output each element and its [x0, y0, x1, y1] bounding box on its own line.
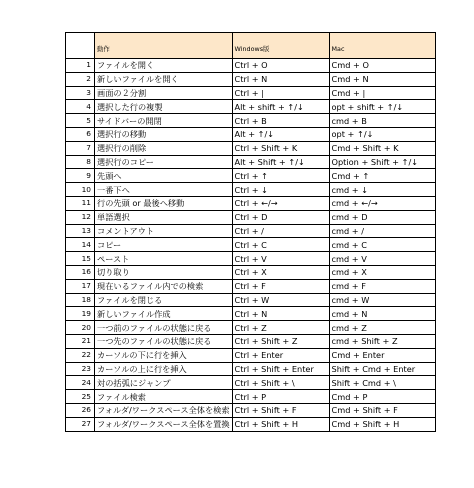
mac-shortcut-cell[interactable]: Cmd + Shift + F	[329, 403, 435, 417]
mac-shortcut-cell[interactable]: Cmd + ↑	[329, 169, 435, 183]
table-row	[66, 72, 436, 86]
windows-shortcut-cell[interactable]: Ctrl + W	[232, 293, 329, 307]
table-row	[66, 86, 436, 100]
action-cell[interactable]: 先頭へ	[95, 169, 233, 183]
row-index-cell[interactable]: 23	[66, 362, 95, 376]
action-cell[interactable]: ファイル検索	[95, 390, 233, 404]
table-row	[66, 265, 436, 279]
action-cell[interactable]: ペースト	[95, 252, 233, 266]
windows-shortcut-cell[interactable]: Alt + ↑/↓	[232, 127, 329, 141]
row-index-cell[interactable]: 24	[66, 376, 95, 390]
windows-shortcut-cell[interactable]: Ctrl + X	[232, 265, 329, 279]
header-cell-mac[interactable]: Mac	[329, 33, 435, 59]
action-cell[interactable]: 現在いるファイル内での検索	[95, 279, 233, 293]
mac-shortcut-cell[interactable]: opt + ↑/↓	[329, 127, 435, 141]
windows-shortcut-cell[interactable]: Ctrl + N	[232, 72, 329, 86]
row-index-cell[interactable]: 15	[66, 252, 95, 266]
table-row	[66, 390, 436, 404]
table-row	[66, 196, 436, 210]
mac-shortcut-cell[interactable]: Cmd + Enter	[329, 348, 435, 362]
mac-shortcut-cell[interactable]: Cmd + N	[329, 72, 435, 86]
windows-shortcut-cell[interactable]: Alt + shift + ↑/↓	[232, 100, 329, 114]
mac-shortcut-cell[interactable]: cmd + Shift + Z	[329, 334, 435, 348]
windows-shortcut-cell[interactable]: Ctrl + Z	[232, 321, 329, 335]
row-index-cell[interactable]: 3	[66, 86, 95, 100]
action-cell[interactable]: コメントアウト	[95, 224, 233, 238]
table-row	[66, 100, 436, 114]
action-cell[interactable]: ファイルを閉じる	[95, 293, 233, 307]
action-cell[interactable]: 選択行のコピー	[95, 155, 233, 169]
mac-shortcut-cell[interactable]: opt + shift + ↑/↓	[329, 100, 435, 114]
mac-shortcut-cell[interactable]: Cmd + P	[329, 390, 435, 404]
table-row	[66, 183, 436, 197]
row-index-cell[interactable]: 10	[66, 183, 95, 197]
table-row	[66, 348, 436, 362]
row-index-cell[interactable]: 4	[66, 100, 95, 114]
action-cell[interactable]: カーソルの下に行を挿入	[95, 348, 233, 362]
mac-shortcut-cell[interactable]: cmd + ↓	[329, 183, 435, 197]
action-cell[interactable]: 一つ先のファイルの状態に戻る	[95, 334, 233, 348]
action-cell[interactable]: 対の括弧にジャンプ	[95, 376, 233, 390]
action-cell[interactable]: 選択行の移動	[95, 127, 233, 141]
row-index-cell[interactable]: 25	[66, 390, 95, 404]
row-index-cell[interactable]: 27	[66, 417, 95, 431]
windows-shortcut-cell[interactable]: Ctrl + O	[232, 59, 329, 73]
table-row	[66, 293, 436, 307]
windows-shortcut-cell[interactable]: Ctrl + D	[232, 210, 329, 224]
row-index-cell[interactable]: 16	[66, 265, 95, 279]
header-cell-windows[interactable]: Windows版	[232, 33, 329, 59]
windows-shortcut-cell[interactable]: Ctrl + ↓	[232, 183, 329, 197]
row-index-cell[interactable]: 19	[66, 307, 95, 321]
action-cell[interactable]: カーソルの上に行を挿入	[95, 362, 233, 376]
mac-shortcut-cell[interactable]: Shift + Cmd + Enter	[329, 362, 435, 376]
action-cell[interactable]: ファイルを開く	[95, 59, 233, 73]
mac-shortcut-cell[interactable]: cmd + B	[329, 114, 435, 128]
mac-shortcut-cell[interactable]: Cmd + O	[329, 59, 435, 73]
action-cell[interactable]: 選択した行の複製	[95, 100, 233, 114]
windows-shortcut-cell[interactable]: Ctrl + V	[232, 252, 329, 266]
windows-shortcut-cell[interactable]: Ctrl + C	[232, 238, 329, 252]
row-index-cell[interactable]: 1	[66, 59, 95, 73]
action-cell[interactable]: 選択行の削除	[95, 141, 233, 155]
row-index-cell[interactable]: 13	[66, 224, 95, 238]
windows-shortcut-cell[interactable]: Ctrl + Shift + Enter	[232, 362, 329, 376]
mac-shortcut-cell[interactable]: Option + Shift + ↑/↓	[329, 155, 435, 169]
mac-shortcut-cell[interactable]: Cmd + Shift + K	[329, 141, 435, 155]
table-row	[66, 224, 436, 238]
row-index-cell[interactable]: 9	[66, 169, 95, 183]
row-index-cell[interactable]: 8	[66, 155, 95, 169]
table-row	[66, 127, 436, 141]
table-row	[66, 362, 436, 376]
action-cell[interactable]: 新しいファイル作成	[95, 307, 233, 321]
action-cell[interactable]: フォルダ/ワークスペース全体を検索	[95, 403, 233, 417]
action-cell[interactable]: 単語選択	[95, 210, 233, 224]
windows-shortcut-cell[interactable]: Ctrl + ↑	[232, 169, 329, 183]
windows-shortcut-cell[interactable]: Ctrl + ←/→	[232, 196, 329, 210]
windows-shortcut-cell[interactable]: Ctrl + Enter	[232, 348, 329, 362]
table-row	[66, 169, 436, 183]
mac-shortcut-cell[interactable]: cmd + Z	[329, 321, 435, 335]
mac-shortcut-cell[interactable]: cmd + X	[329, 265, 435, 279]
row-index-cell[interactable]: 12	[66, 210, 95, 224]
action-cell[interactable]: フォルダ/ワークスペース全体を置換	[95, 417, 233, 431]
mac-shortcut-cell[interactable]: Cmd + Shift + H	[329, 417, 435, 431]
windows-shortcut-cell[interactable]: Ctrl + Shift + \	[232, 376, 329, 390]
action-cell[interactable]: 切り取り	[95, 265, 233, 279]
action-cell[interactable]: 画面の２分割	[95, 86, 233, 100]
table-row	[66, 141, 436, 155]
row-index-cell[interactable]: 18	[66, 293, 95, 307]
row-index-cell[interactable]: 11	[66, 196, 95, 210]
row-index-cell[interactable]: 26	[66, 403, 95, 417]
row-index-cell[interactable]: 5	[66, 114, 95, 128]
windows-shortcut-cell[interactable]: Ctrl + /	[232, 224, 329, 238]
action-cell[interactable]: コピー	[95, 238, 233, 252]
table-row	[66, 403, 436, 417]
row-index-cell[interactable]: 14	[66, 238, 95, 252]
row-index-cell[interactable]: 2	[66, 72, 95, 86]
table-row	[66, 252, 436, 266]
table-row	[66, 417, 436, 431]
windows-shortcut-cell[interactable]: Ctrl + Shift + Z	[232, 334, 329, 348]
row-index-cell[interactable]: 6	[66, 127, 95, 141]
mac-shortcut-cell[interactable]: Shift + Cmd + \	[329, 376, 435, 390]
mac-shortcut-cell[interactable]: cmd + C	[329, 238, 435, 252]
mac-shortcut-cell[interactable]: cmd + W	[329, 293, 435, 307]
header-cell-index[interactable]	[66, 33, 95, 59]
action-cell[interactable]: 一番下へ	[95, 183, 233, 197]
table-row	[66, 238, 436, 252]
row-index-cell[interactable]: 17	[66, 279, 95, 293]
windows-shortcut-cell[interactable]: Alt + Shift + ↑/↓	[232, 155, 329, 169]
windows-shortcut-cell[interactable]: Ctrl + Shift + H	[232, 417, 329, 431]
table-row	[66, 155, 436, 169]
mac-shortcut-cell[interactable]: cmd + F	[329, 279, 435, 293]
table-row	[66, 59, 436, 73]
windows-shortcut-cell[interactable]: Ctrl + Shift + K	[232, 141, 329, 155]
row-index-cell[interactable]: 20	[66, 321, 95, 335]
mac-shortcut-cell[interactable]: cmd + D	[329, 210, 435, 224]
windows-shortcut-cell[interactable]: Ctrl + B	[232, 114, 329, 128]
table-row	[66, 114, 436, 128]
table-row	[66, 321, 436, 335]
row-index-cell[interactable]: 7	[66, 141, 95, 155]
table-row	[66, 334, 436, 348]
action-cell[interactable]: 行の先頭 or 最後へ移動	[95, 196, 233, 210]
row-index-cell[interactable]: 22	[66, 348, 95, 362]
mac-shortcut-cell[interactable]: cmd + /	[329, 224, 435, 238]
table-row	[66, 279, 436, 293]
action-cell[interactable]: サイドバーの開閉	[95, 114, 233, 128]
windows-shortcut-cell[interactable]: Ctrl + Shift + F	[232, 403, 329, 417]
mac-shortcut-cell[interactable]: cmd + V	[329, 252, 435, 266]
windows-shortcut-cell[interactable]: Ctrl + F	[232, 279, 329, 293]
windows-shortcut-cell[interactable]: Ctrl + N	[232, 307, 329, 321]
mac-shortcut-cell[interactable]: cmd + N	[329, 307, 435, 321]
header-row	[66, 33, 436, 59]
action-cell[interactable]: 一つ前のファイルの状態に戻る	[95, 321, 233, 335]
mac-shortcut-cell[interactable]: cmd + ←/→	[329, 196, 435, 210]
table-row	[66, 307, 436, 321]
table-row	[66, 210, 436, 224]
mac-shortcut-cell[interactable]: Cmd + |	[329, 86, 435, 100]
shortcut-table	[65, 32, 436, 432]
header-cell-action[interactable]: 動作	[95, 33, 233, 59]
action-cell[interactable]: 新しいファイルを開く	[95, 72, 233, 86]
table-row	[66, 376, 436, 390]
row-index-cell[interactable]: 21	[66, 334, 95, 348]
windows-shortcut-cell[interactable]: Ctrl + |	[232, 86, 329, 100]
windows-shortcut-cell[interactable]: Ctrl + P	[232, 390, 329, 404]
